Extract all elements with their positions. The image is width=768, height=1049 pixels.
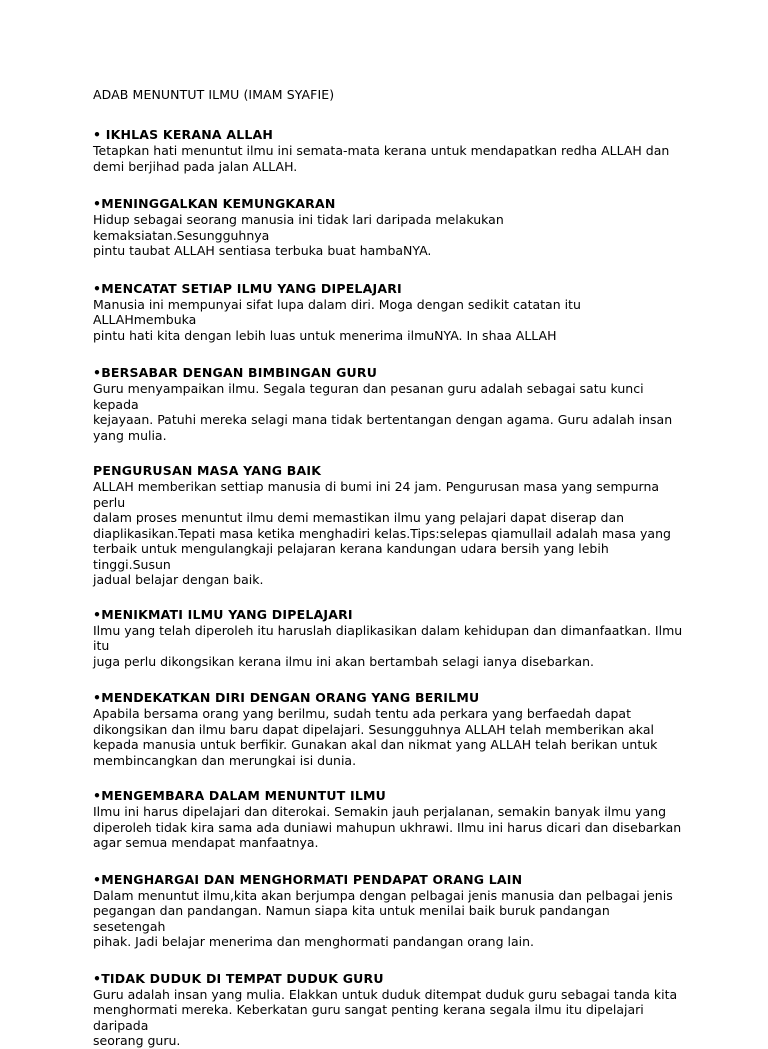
- document-page: [93, 87, 683, 1049]
- section-mendekatkan-diri: [93, 690, 683, 768]
- section-heading: •MENGHARGAI DAN MENGHORMATI PENDAPAT ORANG LAIN: [93, 871, 523, 887]
- section-heading: • IKHLAS KERANA ALLAH: [93, 127, 274, 142]
- section-body: Manusia ini mempunyai sifat lupa dalam diri. Moga dengan sedikit catatan itu ALLAHmembuka pintu hati kita dengan lebih luas untuk menerima ilmuNYA. In shaa ALLAH: [93, 296, 581, 343]
- section-body: Ilmu yang telah diperoleh itu haruslah diaplikasikan dalam kehidupan dan dimanfaatkan. Ilmu itu juga perlu dikongsikan kerana ilmu ini akan bertambah selagi ianya disebarkan.: [93, 622, 683, 669]
- section-heading: •MENDEKATKAN DIRI DENGAN ORANG YANG BERILMU: [93, 690, 480, 705]
- section-menghargai-pendapat: [93, 872, 683, 950]
- section-body: Apabila bersama orang yang berilmu, sudah tentu ada perkara yang berfaedah dapat dikongsikan dan ilmu baru dapat dipelajari. Sesungguhnya ALLAH telah memberikan akal kepada manusia untuk berfikir. Gunakan akal dan nikmat yang ALLAH telah berikan untuk membincangkan dan merungkai isi dunia.: [93, 706, 658, 768]
- section-body: Guru adalah insan yang mulia. Elakkan untuk duduk ditempat duduk guru sebagai tanda kita menghormati mereka. Keberkatan guru sangat penting kerana segala ilmu itu dipelajari daripada seorang guru.: [93, 986, 678, 1048]
- section-bersabar-guru: [93, 365, 683, 443]
- document-title: ADAB MENUNTUT ILMU (IMAM SYAFIE): [93, 87, 335, 102]
- section-menikmati-ilmu: [93, 607, 683, 670]
- section-heading: •MENINGGALKAN KEMUNGKARAN: [93, 196, 336, 211]
- section-body: Guru menyampaikan ilmu. Segala teguran dan pesanan guru adalah sebagai satu kunci kepada kejayaan. Patuhi mereka selagi mana tidak bertentangan dengan agama. Guru adalah insan yang mulia.: [93, 381, 673, 443]
- section-pengurusan-masa: [93, 463, 683, 588]
- section-meninggalkan-kemungkaran: [93, 196, 683, 259]
- section-body: Hidup sebagai seorang manusia ini tidak lari daripada melakukan kemaksiatan.Sesungguhnya pintu taubat ALLAH sentiasa terbuka buat hambaNYA.: [93, 212, 504, 258]
- section-heading: •MENCATAT SETIAP ILMU YANG DIPELAJARI: [93, 280, 402, 296]
- section-heading: PENGURUSAN MASA YANG BAIK: [93, 463, 322, 478]
- section-heading: •BERSABAR DENGAN BIMBINGAN GURU: [93, 365, 378, 380]
- section-tidak-duduk: [93, 971, 683, 1049]
- section-body: Ilmu ini harus dipelajari dan diterokai. Semakin jauh perjalanan, semakin banyak ilmu yang diperoleh tidak kira sama ada duniawi mahupun ukhrawi. Ilmu ini harus dicari dan disebarkan agar semua mendapat manfaatnya.: [93, 804, 682, 850]
- section-body: Tetapkan hati menuntut ilmu ini semata-mata kerana untuk mendapatkan redha ALLAH dan demi berjihad pada jalan ALLAH.: [93, 143, 670, 174]
- section-ikhlas: [93, 127, 683, 174]
- section-heading: •TIDAK DUDUK DI TEMPAT DUDUK GURU: [93, 970, 384, 986]
- section-body: ALLAH memberikan settiap manusia di bumi ini 24 jam. Pengurusan masa yang sempurna perlu dalam proses menuntut ilmu demi memastikan ilmu yang pelajari dapat diserap dan diaplikasikan.Tepati masa ketika menghadiri kelas.Tips:selepas qiamullail adalah masa yang terbaik untuk mengulangkaji pelajaran kerana kandungan udara bersih yang lebih tinggi.Susun jadual belajar dengan baik.: [93, 479, 671, 587]
- section-heading: •MENGEMBARA DALAM MENUNTUT ILMU: [93, 788, 387, 803]
- section-body: Dalam menuntut ilmu,kita akan berjumpa dengan pelbagai jenis manusia dan pelbagai jenis pegangan dan pandangan. Namun siapa kita untuk menilai baik buruk pandangan sesetengah pihak. Jadi belajar menerima dan menghormati pandangan orang lain.: [93, 887, 673, 949]
- section-heading: •MENIKMATI ILMU YANG DIPELAJARI: [93, 606, 353, 622]
- section-mengembara: [93, 788, 683, 851]
- section-mencatat-ilmu: [93, 281, 683, 344]
